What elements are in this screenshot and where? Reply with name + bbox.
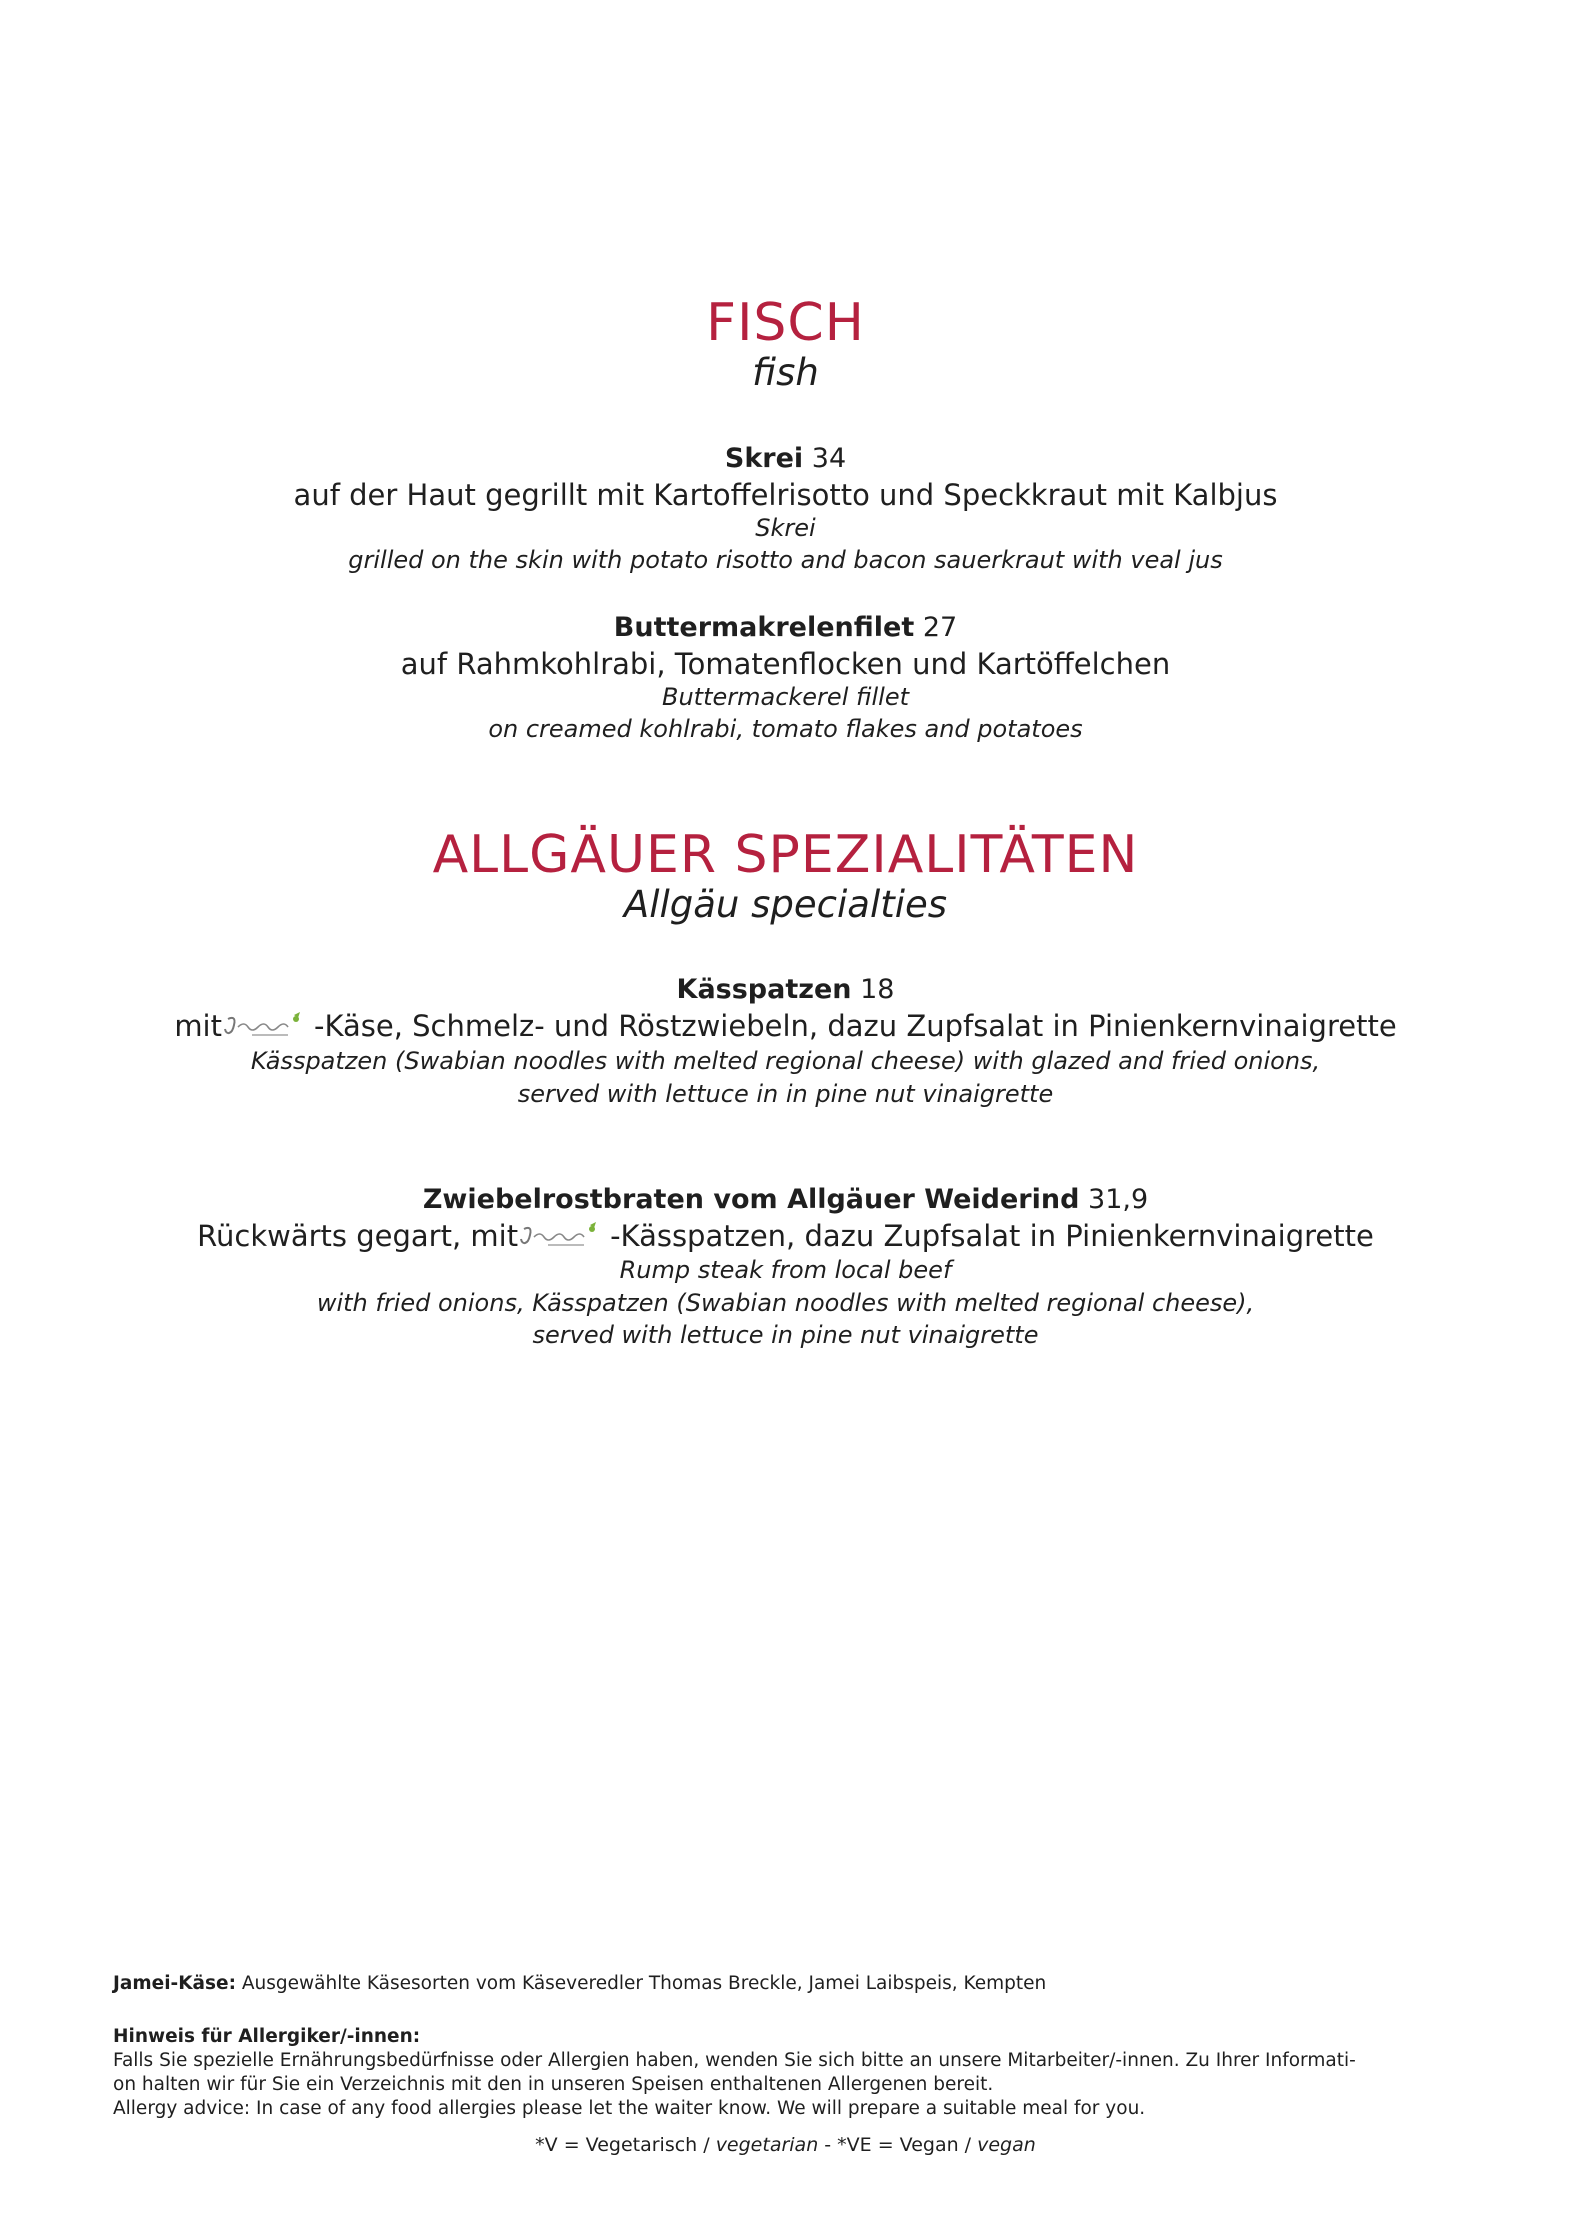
dish-price: 27 [922,612,958,643]
dish-description-en-1: Kässpatzen (Swabian noodles with melted regional cheese) with glazed and fried onions, [250,1047,1321,1075]
dish-zwiebelrostbraten-name [0,1184,1571,1215]
dish-description-de [0,1218,1571,1255]
dish-price: 34 [811,443,847,474]
description-suffix: -Käse, Schmelz- und Röstzwiebeln, dazu Zupfsalat in Pinienkernvinaigrette [314,1009,1397,1043]
section-title-specialties: ALLGÄUER SPEZIALITÄTEN [432,825,1139,885]
dish-buttermakrele-name [0,612,1571,643]
jamei-logo-icon [518,1219,610,1253]
jamei-note-text: Ausgewählte Käsesorten vom Käseveredler Thomas Breckle, Jamei Laibspeis, Kempten [236,1973,1047,1994]
dish-description-en-1: Rump steak from local beef [619,1256,952,1284]
dish-description-en: on creamed kohlrabi, tomato flakes and potatoes [488,715,1083,743]
jamei-note-label: Jamei-Käse: [113,1973,236,1994]
diet-legend: *V = Vegetarisch / vegetarian - *VE = Vegan / vegan [535,2134,1036,2156]
dish-name-en: Skrei [755,514,816,542]
dish-description-en-3: served with lettuce in pine nut vinaigrette [532,1321,1039,1349]
allergy-line-1: Falls Sie spezielle Ernährungsbedürfnisse oder Allergien haben, wenden Sie sich bitte an unsere Mitarbeiter/-innen. Zu Ihrer Informati- [113,2050,1356,2072]
dish-description-en: grilled on the skin with potato risotto and bacon sauerkraut with veal jus [348,546,1223,574]
description-suffix: -Kässpatzen, dazu Zupfsalat in Pinienkernvinaigrette [610,1219,1374,1253]
allergy-line-2: on halten wir für Sie ein Verzeichnis mit den in unseren Speisen enthaltenen Allergenen bereit. [113,2074,994,2096]
dish-kaesspatzen-name [0,974,1571,1005]
allergy-title: Hinweis für Allergiker/-innen: [113,2026,421,2047]
dish-description-de: auf Rahmkohlrabi, Tomatenflocken und Kartöffelchen [400,647,1171,681]
dish-name: Zwiebelrostbraten vom Allgäuer Weiderind [422,1184,1080,1215]
dish-description-en-2: with fried onions, Kässpatzen (Swabian noodles with melted regional cheese), [316,1289,1255,1317]
dish-name: Buttermakrelenfilet [613,612,915,643]
section-title-fish: FISCH [706,293,865,353]
dish-description-de: auf der Haut gegrillt mit Kartoffelrisotto und Speckkraut mit Kalbjus [293,478,1278,512]
section-subtitle-fish: fish [752,351,819,394]
jamei-note [113,1972,1363,1996]
dish-price: 18 [860,974,895,1005]
allergy-en: Allergy advice: In case of any food allergies please let the waiter know. We will prepare a suitable meal for you. [113,2098,1146,2120]
dish-description-en-2: served with lettuce in in pine nut vinaigrette [517,1080,1054,1108]
dish-skrei-name [0,443,1571,474]
jamei-logo-icon [222,1009,314,1043]
dish-price: 31,9 [1088,1184,1149,1215]
allergy-note [113,2025,1363,2121]
dish-name: Skrei [724,443,804,474]
dish-description-de [0,1008,1571,1045]
description-prefix: Rückwärts gegart, mit [197,1219,519,1253]
section-subtitle-specialties: Allgäu specialties [623,883,948,926]
description-prefix: mit [174,1009,222,1043]
dish-name: Kässpatzen [676,974,852,1005]
dish-name-en: Buttermackerel fillet [661,683,910,711]
